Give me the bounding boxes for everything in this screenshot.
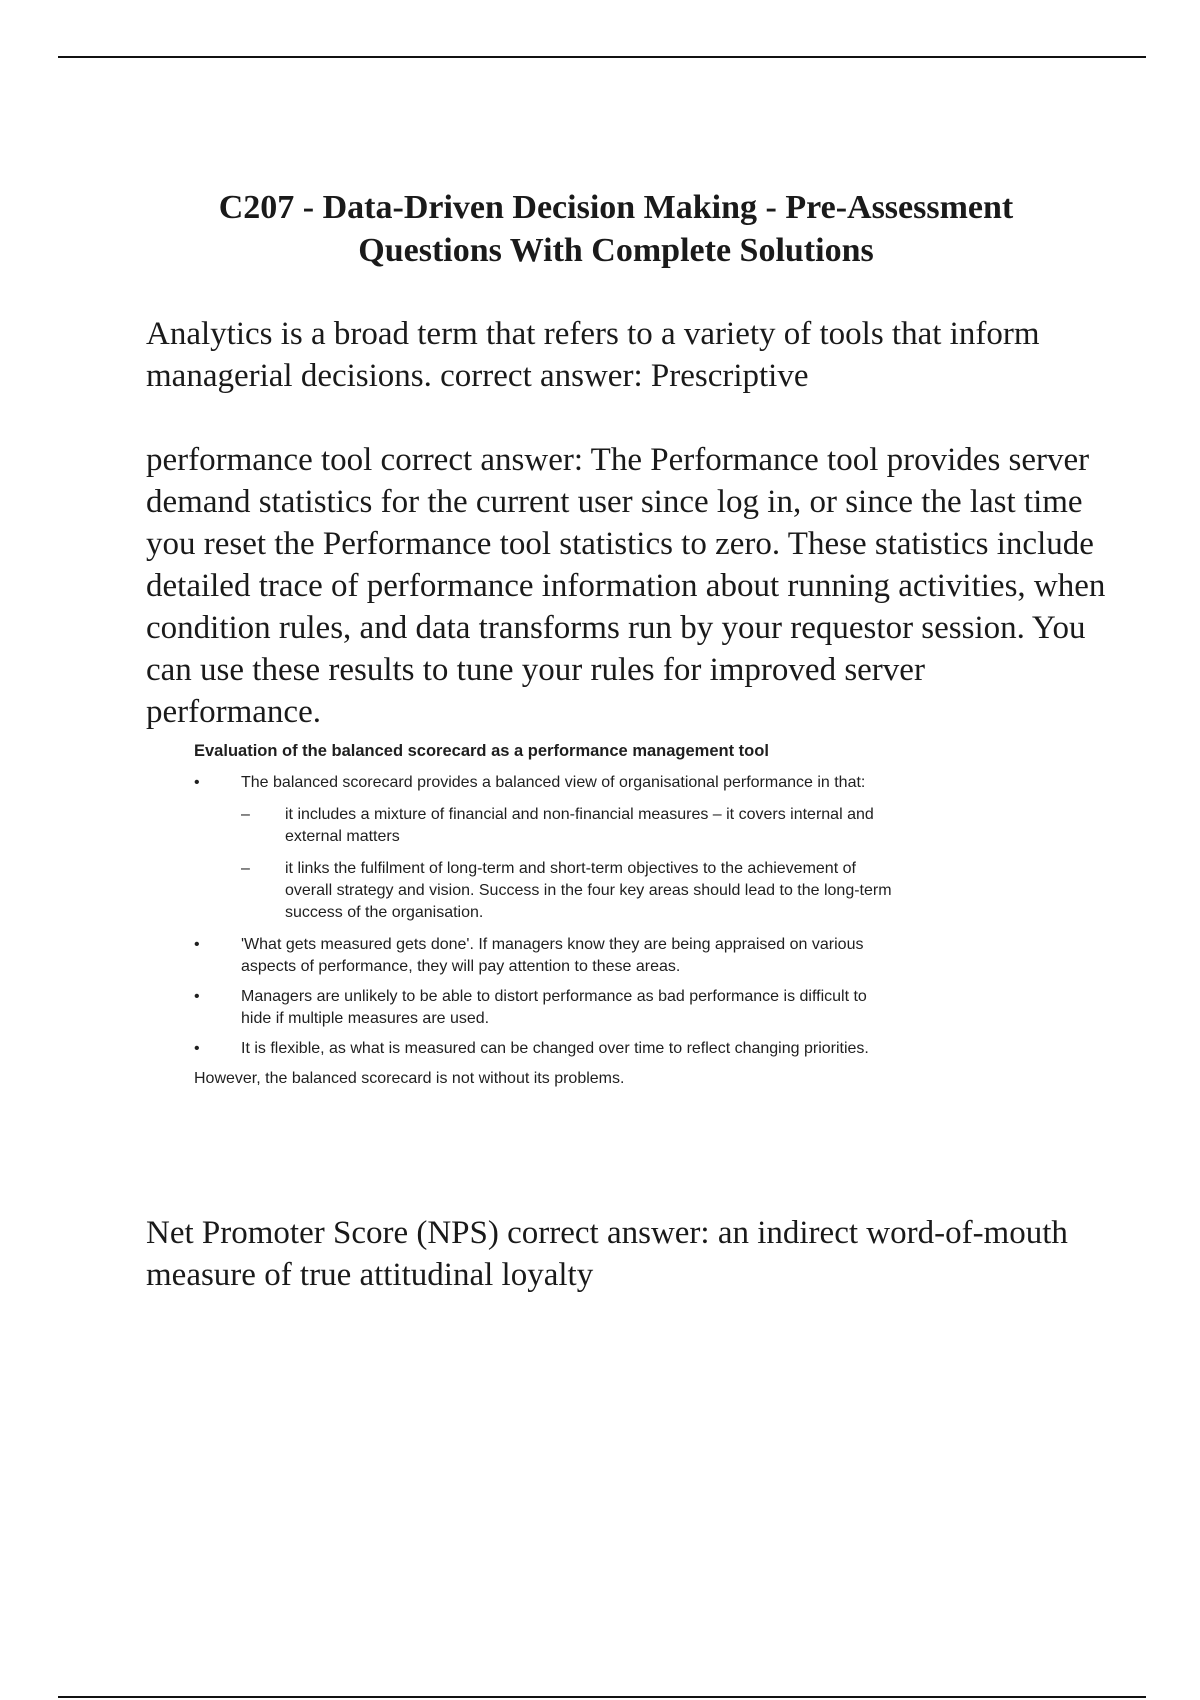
excerpt-heading: Evaluation of the balanced scorecard as a performance management tool xyxy=(194,742,769,760)
excerpt-item-text: The balanced scorecard provides a balanced view of organisational performance in that: xyxy=(241,774,866,791)
bullet-icon: • xyxy=(194,774,200,791)
dash-icon: – xyxy=(241,860,250,877)
excerpt-subitem-text: it links the fulfilment of long-term and short-term objectives to the achievement of overall strategy and vision. Success in the four key areas should lead to the long-term success of the organisation. xyxy=(285,860,892,921)
bullet-icon: • xyxy=(194,988,200,1005)
excerpt-item-text: Managers are unlikely to be able to distort performance as bad performance is difficult to hide if multiple measures are used. xyxy=(241,988,867,1027)
excerpt-item-flexible xyxy=(194,1038,894,1060)
excerpt-subitem-measures xyxy=(241,804,894,848)
qa-performance-tool: performance tool correct answer: The Performance tool provides server demand statistics for the current user since log in, or since the last time you reset the Performance tool statistics to zero. These statistics include detailed trace of performance information about running activities, when condition rules, and data transforms run by your requestor session. You can use these results to tune your rules for improved server performance. xyxy=(146,442,1106,730)
excerpt-footer: However, the balanced scorecard is not without its problems. xyxy=(194,1070,625,1087)
balanced-scorecard-excerpt xyxy=(194,738,894,1090)
excerpt-item-text: It is flexible, as what is measured can be changed over time to reflect changing priorities. xyxy=(241,1040,869,1057)
excerpt-list xyxy=(194,772,894,1060)
dash-icon: – xyxy=(241,806,250,823)
bullet-icon: • xyxy=(194,936,200,953)
footer-rule xyxy=(58,1696,1146,1698)
excerpt-subitem-objectives xyxy=(241,858,894,924)
excerpt-sublist xyxy=(241,804,894,924)
document-title-line-1: C207 - Data-Driven Decision Making - Pre-Assessment xyxy=(218,189,1014,226)
excerpt-item-distort xyxy=(194,986,894,1030)
excerpt-item-measured xyxy=(194,934,894,978)
document-title xyxy=(146,186,1086,272)
qa-analytics: Analytics is a broad term that refers to a variety of tools that inform managerial decisions. correct answer: Prescriptive xyxy=(146,316,1040,394)
bullet-icon: • xyxy=(194,1040,200,1057)
document-title-line-2: Questions With Complete Solutions xyxy=(358,232,874,269)
excerpt-subitem-text: it includes a mixture of financial and non-financial measures – it covers internal and external matters xyxy=(285,806,874,845)
header-rule xyxy=(58,56,1146,58)
excerpt-item-text: 'What gets measured gets done'. If managers know they are being appraised on various aspects of performance, they will pay attention to these areas. xyxy=(241,936,864,975)
qa-net-promoter-score: Net Promoter Score (NPS) correct answer: an indirect word-of-mouth measure of true attitudinal loyalty xyxy=(146,1215,1068,1293)
excerpt-item-balanced-view xyxy=(194,772,894,924)
